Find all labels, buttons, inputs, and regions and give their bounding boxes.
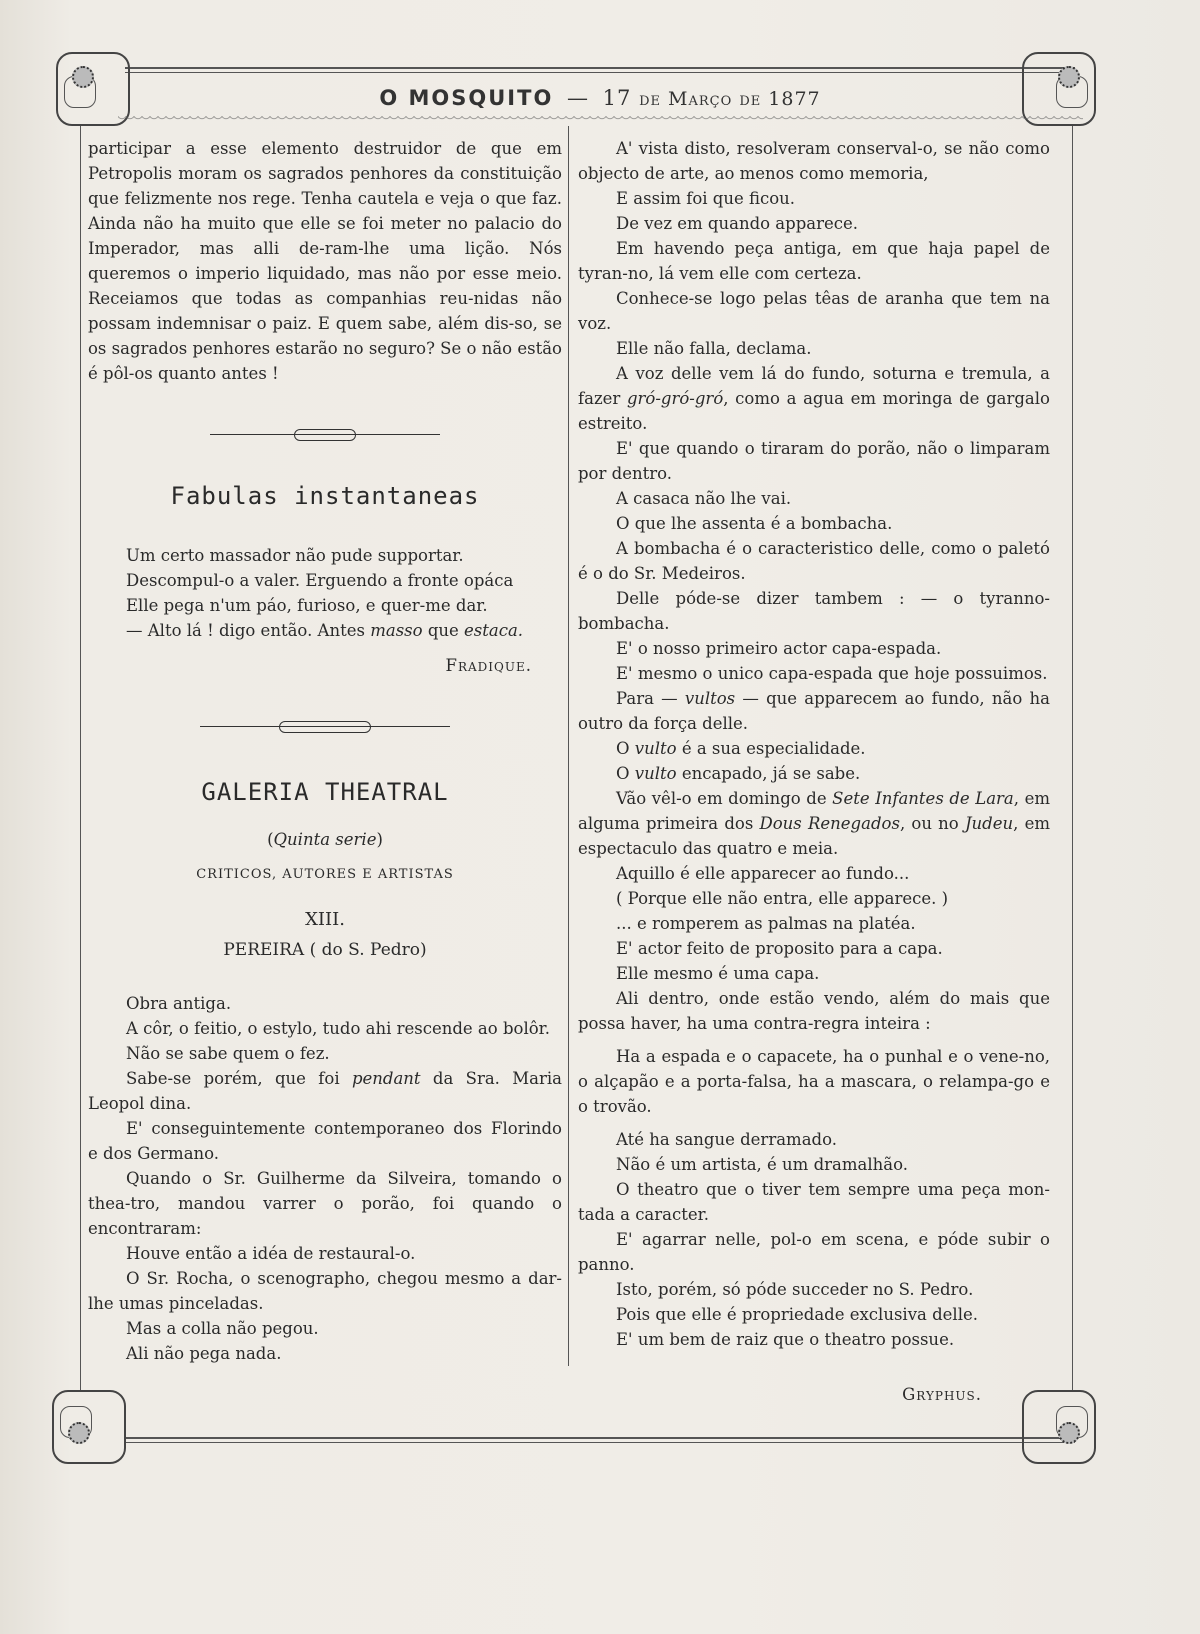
frame-top-rule [125,67,1075,69]
article-paragraph: O vulto é a sua especialidade. [616,739,866,758]
article-paragraph: A bombacha é o caracteristico delle, como o paletó é o do Sr. Medeiros. [578,539,1050,583]
section-divider-ornament [200,718,450,736]
article-paragraph: Ali não pega nada. [126,1344,282,1363]
header-wavy-divider [118,116,1083,124]
article-paragraph: A voz delle vem lá do fundo, soturna e tremula, a fazer gró-gró-gró, como a agua em moringa de gargalo estreito. [578,364,1050,433]
article-paragraph: A casaca não lhe vai. [616,489,792,508]
left-column [88,136,562,1366]
fradique-signature: Fradique. [445,656,532,675]
poem-line: — Alto lá ! digo então. Antes masso que estaca. [126,621,524,640]
article-paragraph: O vulto encapado, já se sabe. [616,764,861,783]
article-paragraph: ( Porque elle não entra, elle apparece. ) [616,889,949,908]
gryphus-signature: Gryphus. [902,1385,982,1404]
article-paragraph: Pois que elle é propriedade exclusiva delle. [616,1305,978,1324]
article-paragraph: Até ha sangue derramado. [616,1130,837,1149]
page-header: O MOSQUITO — 17 de Março de 1877 [379,86,821,110]
galeria-series: (Quinta serie) [267,830,383,849]
article-paragraph: Houve então a idéa de restaural-o. [126,1244,416,1263]
frame-left-rule [80,125,81,1390]
article-paragraph: Vão vêl-o em domingo de Sete Infantes de Lara, em alguma primeira dos Dous Renegados, ou no Judeu, em espectaculo das quatro e meia. [578,789,1051,858]
pereira-article-left [88,991,562,1366]
newspaper-title: O MOSQUITO [379,86,554,110]
article-paragraph: E assim foi que ficou. [616,189,796,208]
article-paragraph: O que lhe assenta é a bombacha. [616,514,893,533]
article-paragraph: Mas a colla não pegou. [126,1319,319,1338]
article-paragraph: Obra antiga. [126,994,232,1013]
article-paragraph: Isto, porém, só póde succeder no S. Pedro. [616,1280,974,1299]
poem-line: Um certo massador não pude supportar. [126,546,464,565]
galeria-number: XIII. [305,909,345,930]
article-paragraph: Não é um artista, é um dramalhão. [616,1155,908,1174]
frame-bottom-rule-thin [125,1442,1075,1443]
poem-line: Descompul-o a valer. Erguendo a fronte opáca [126,571,514,590]
header-date-rest: de Março de 1877 [639,88,821,110]
article-paragraph: ... e romperem as palmas na platéa. [616,914,916,933]
article-paragraph: A' vista disto, resolveram conserval-o, se não como objecto de arte, ao menos como memoria, [578,139,1050,183]
article-paragraph: E' um bem de raiz que o theatro possue. [616,1330,955,1349]
article-paragraph: De vez em quando apparece. [616,214,859,233]
galeria-subject: PEREIRA ( do S. Pedro) [223,940,427,960]
article-paragraph: Elle mesmo é uma capa. [616,964,820,983]
article-paragraph: Sabe-se porém, que foi pendant da Sra. Maria Leopol dina. [88,1069,562,1113]
article-paragraph: Ha a espada e o capacete, ha o punhal e o vene-no, o alçapão e a porta-falsa, ha a mascara, o relampa-go e o trovão. [578,1047,1050,1116]
article-paragraph: Aquillo é elle apparecer ao fundo... [616,864,910,883]
header-date-day: 17 [602,86,632,110]
section-divider-ornament [210,426,440,444]
frame-bottom-rule [125,1437,1075,1439]
frame-right-rule [1072,125,1073,1390]
article-paragraph: Delle póde-se dizer tambem : — o tyranno-bombacha. [578,589,1050,633]
article-paragraph: Quando o Sr. Guilherme da Silveira, tomando o thea-tro, mandou varrer o porão, foi quando o encontraram: [88,1169,562,1238]
article-paragraph: E' agarrar nelle, pol-o em scena, e póde subir o panno. [578,1230,1050,1274]
article-paragraph: O Sr. Rocha, o scenographo, chegou mesmo a dar-lhe umas pinceladas. [88,1269,562,1313]
article-paragraph: E' que quando o tiraram do porão, não o limparam por dentro. [578,439,1050,483]
article-paragraph: E' o nosso primeiro actor capa-espada. [616,639,942,658]
fabulas-title: Fabulas instantaneas [170,482,480,510]
article-paragraph: E' actor feito de proposito para a capa. [616,939,943,958]
article-paragraph: Não se sabe quem o fez. [126,1044,330,1063]
article-paragraph: E' mesmo o unico capa-espada que hoje possuimos. [616,664,1048,683]
corner-ornament-bottom-left [52,1390,126,1464]
frame-top-rule-thin [125,72,1075,73]
galeria-title: GALERIA THEATRAL [201,778,449,806]
fabula-poem [88,543,562,643]
article-paragraph: Para — vultos — que apparecem ao fundo, não ha outro da força delle. [578,689,1050,733]
article-paragraph: Conhece-se logo pelas têas de aranha que tem na voz. [578,289,1050,333]
galeria-subtitle: CRITICOS, AUTORES E ARTISTAS [196,867,454,882]
article-paragraph: A côr, o feitio, o estylo, tudo ahi rescende ao bolôr. [126,1019,550,1038]
article-paragraph: O theatro que o tiver tem sempre uma peça mon-tada a caracter. [578,1180,1050,1224]
right-column [578,136,1050,1407]
article-paragraph: E' conseguintemente contemporaneo dos Florindo e dos Germano. [88,1119,562,1163]
article-paragraph: Elle não falla, declama. [616,339,812,358]
column-rule [568,126,569,1366]
article-paragraph: Ali dentro, onde estão vendo, além do mais que possa haver, ha uma contra-regra inteira : [578,989,1050,1033]
poem-line: Elle pega n'um páo, furioso, e quer-me dar. [126,596,488,615]
article-paragraph: Em havendo peça antiga, em que haja papel de tyran-no, lá vem elle com certeza. [578,239,1050,283]
petropolis-paragraph: participar a esse elemento destruidor de que em Petropolis moram os sagrados penhores da constituição que felizmente nos rege. Tenha cautela e veja o que faz. Ainda não ha muito que elle se foi meter no palacio do Imperador, mas alli de-ram-lhe uma lição. Nós queremos o imperio liquidado, mas não por esse meio. Receiamos que todas as companhias reu-nidas não possam indemnisar o paiz. E quem sabe, além dis-so, se os sagrados penhores estarão no seguro? Se o não estão é pôl-os quanto antes ! [88,139,562,383]
